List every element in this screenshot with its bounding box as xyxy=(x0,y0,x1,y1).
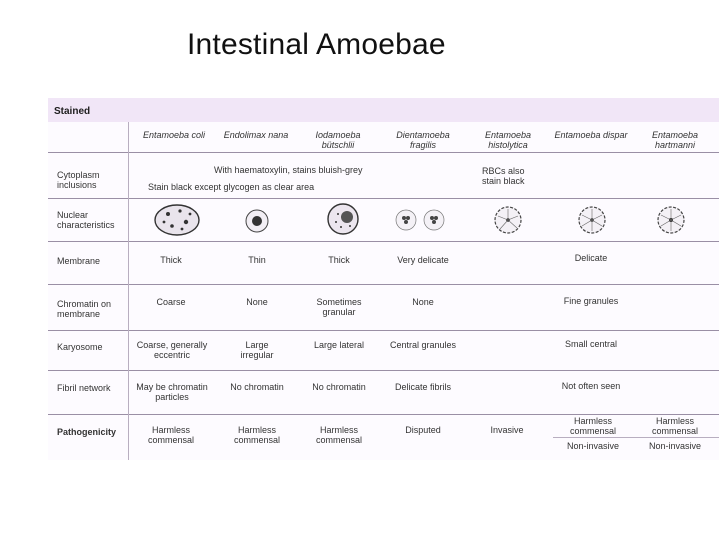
column-header-entamoeba-hartmanni: Entamoeba hartmanni xyxy=(651,130,699,150)
chromatin-coli: Coarse xyxy=(156,297,186,307)
column-header-endolimax-nana: Endolimax nana xyxy=(223,130,289,140)
row-label-fibril: Fibril network xyxy=(57,383,111,393)
row-label-membrane: Membrane xyxy=(57,256,101,266)
karyosome-nana: Large irregular xyxy=(240,340,274,360)
chromatin-entamoeba-group: Fine granules xyxy=(563,296,619,306)
fibril-iodamoeba: No chromatin xyxy=(312,382,366,392)
fibril-nana: No chromatin xyxy=(230,382,284,392)
karyosome-dientamoeba: Central granules xyxy=(389,340,457,350)
row-label-chromatin: Chromatin on membrane xyxy=(57,299,112,319)
slide-title: Intestinal Amoebae xyxy=(187,28,446,61)
membrane-coli: Thick xyxy=(160,255,182,265)
chromatin-nana: None xyxy=(246,297,268,307)
row-label-cytoplasm: Cytoplasm inclusions xyxy=(57,170,100,190)
nucleus-hartmanni-drawing xyxy=(655,204,687,236)
cytoplasm-haematoxylin-note: With haematoxylin, stains bluish-grey xyxy=(214,165,363,175)
table-header-band xyxy=(48,98,719,122)
nucleus-dispar-drawing xyxy=(576,204,608,236)
row-label-nuclear: Nuclear characteristics xyxy=(57,210,115,230)
pathogenicity-coli: Harmless commensal xyxy=(147,425,194,445)
row-divider xyxy=(48,198,719,199)
row-divider xyxy=(48,370,719,371)
pathogenicity-histolytica: Invasive xyxy=(490,425,524,435)
row-divider xyxy=(48,330,719,331)
nucleus-iodamoeba-drawing xyxy=(326,202,360,236)
row-divider xyxy=(48,241,719,242)
fibril-dientamoeba: Delicate fibrils xyxy=(394,382,452,392)
nucleus-entamoeba-coli-drawing xyxy=(152,202,202,238)
row-label-pathogenicity: Pathogenicity xyxy=(57,427,117,437)
pathogenicity-subdivider xyxy=(553,437,719,438)
nucleus-histolytica-drawing xyxy=(492,204,524,236)
pathogenicity-dispar-invasiveness: Non-invasive xyxy=(566,441,620,451)
karyosome-entamoeba-group: Small central xyxy=(564,339,618,349)
membrane-iodamoeba: Thick xyxy=(328,255,350,265)
column-header-dientamoeba: Dientamoeba fragilis xyxy=(396,130,450,150)
nucleus-dientamoeba-drawing xyxy=(394,206,448,234)
table-corner-label: Stained xyxy=(54,106,91,117)
cytoplasm-rbc-note: RBCs also stain black xyxy=(482,166,525,186)
membrane-entamoeba-group: Delicate xyxy=(574,253,608,263)
membrane-nana: Thin xyxy=(248,255,266,265)
pathogenicity-hartmanni-invasiveness: Non-invasive xyxy=(648,441,702,451)
pathogenicity-nana: Harmless commensal xyxy=(233,425,280,445)
membrane-dientamoeba: Very delicate xyxy=(397,255,449,265)
pathogenicity-hartmanni-commensal: Harmless commensal xyxy=(651,416,698,436)
chromatin-dientamoeba: None xyxy=(412,297,434,307)
fibril-entamoeba-group: Not often seen xyxy=(561,381,621,391)
row-divider xyxy=(48,152,719,153)
cytoplasm-stain-note: Stain black except glycogen as clear area xyxy=(148,182,315,192)
column-header-entamoeba-histolytica: Entamoeba histolytica xyxy=(484,130,532,150)
column-header-iodamoeba: Iodamoeba bütschlii xyxy=(315,130,361,150)
row-divider xyxy=(48,284,719,285)
fibril-coli: May be chromatin particles xyxy=(136,382,208,402)
row-divider xyxy=(48,414,719,415)
pathogenicity-dispar-commensal: Harmless commensal xyxy=(569,416,616,436)
karyosome-coli: Coarse, generally eccentric xyxy=(136,340,208,360)
column-header-entamoeba-dispar: Entamoeba dispar xyxy=(554,130,628,140)
column-header-entamoeba-coli: Entamoeba coli xyxy=(142,130,206,140)
row-label-karyosome: Karyosome xyxy=(57,342,103,352)
karyosome-iodamoeba: Large lateral xyxy=(313,340,365,350)
nucleus-endolimax-nana-drawing xyxy=(244,208,270,234)
comparison-table-scan xyxy=(48,98,719,460)
pathogenicity-dientamoeba: Disputed xyxy=(405,425,441,435)
pathogenicity-iodamoeba: Harmless commensal xyxy=(315,425,362,445)
chromatin-iodamoeba: Sometimes granular xyxy=(316,297,362,317)
